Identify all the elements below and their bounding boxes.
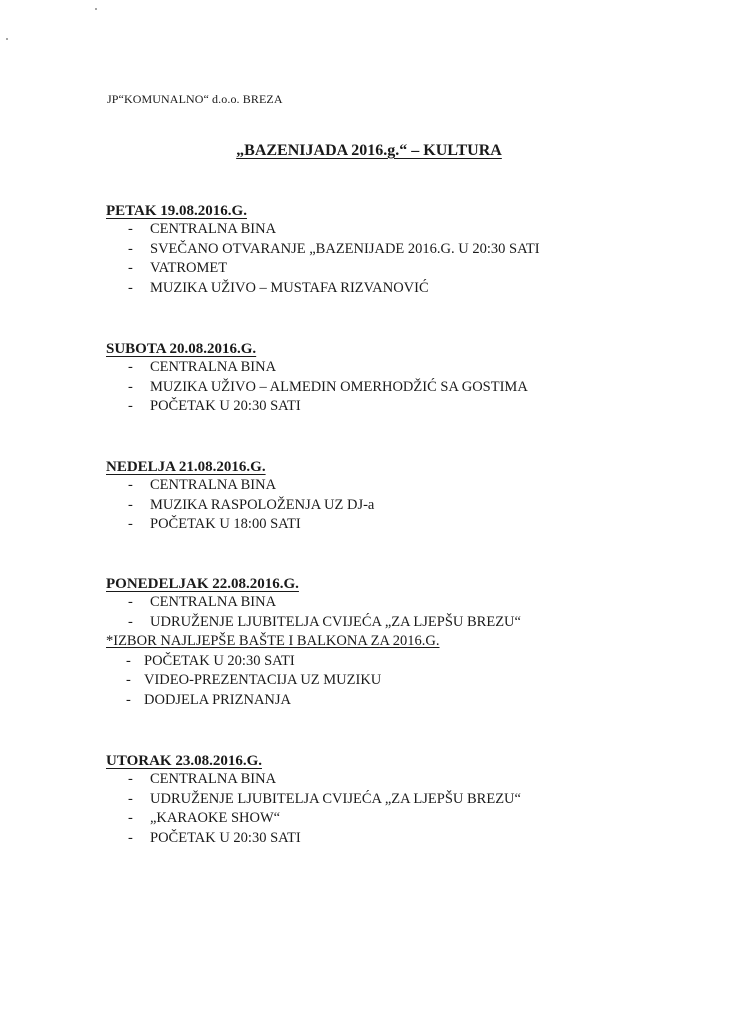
list-item-text: POČETAK U 20:30 SATI — [150, 398, 301, 414]
list-item — [106, 397, 666, 417]
bullet-dash: - — [126, 652, 131, 669]
list-item — [106, 691, 666, 711]
list-item — [106, 358, 666, 378]
scan-speck — [6, 38, 8, 40]
list-item — [106, 496, 666, 516]
day-section-ponedeljak — [106, 575, 666, 710]
list-item-text: CENTRALNA BINA — [150, 594, 277, 610]
list-item — [106, 770, 666, 790]
list-item-text: POČETAK U 20:30 SATI — [144, 652, 295, 669]
list-item — [106, 378, 666, 398]
list-item — [106, 829, 666, 849]
list-item-text: CENTRALNA BINA — [150, 477, 277, 493]
list-item-text: UDRUŽENJE LJUBITELJA CVIJEĆA „ZA LJEPŠU BREZU“ — [150, 613, 521, 630]
bullet-dash: - — [128, 496, 133, 513]
list-item — [106, 671, 666, 691]
list-item-text: „KARAOKE SHOW“ — [150, 810, 281, 826]
day-heading: PONEDELJAK 22.08.2016.G. — [106, 576, 299, 592]
bullet-dash: - — [128, 378, 133, 395]
list-item-text: POČETAK U 18:00 SATI — [150, 516, 301, 532]
list-item-text: CENTRALNA BINA — [150, 771, 277, 787]
bullet-dash: - — [128, 810, 133, 826]
bullet-dash: - — [128, 221, 133, 237]
day-heading: UTORAK 23.08.2016.G. — [106, 753, 262, 769]
bullet-dash: - — [128, 240, 133, 257]
award-note: *IZBOR NAJLJEPŠE BAŠTE I BALKONA ZA 2016.G. — [106, 633, 440, 649]
document-title: „BAZENIJADA 2016.g.“ – KULTURA — [236, 142, 502, 159]
list-item — [106, 613, 666, 633]
bullet-dash: - — [126, 672, 131, 688]
day-heading: SUBOTA 20.08.2016.G. — [106, 341, 257, 357]
list-item — [106, 593, 666, 613]
bullet-dash: - — [128, 279, 133, 296]
list-item-text: CENTRALNA BINA — [150, 359, 277, 375]
list-item — [106, 279, 666, 299]
list-item — [106, 809, 666, 829]
list-item-text: SVEČANO OTVARANJE „BAZENIJADE 2016.G. U 20:30 SATI — [150, 240, 540, 257]
bullet-dash: - — [128, 613, 133, 630]
list-item — [106, 515, 666, 535]
list-item-text: VIDEO-PREZENTACIJA UZ MUZIKU — [144, 672, 382, 688]
day-section-subota — [106, 340, 666, 417]
bullet-dash: - — [126, 691, 131, 708]
organization-header: JP“KOMUNALNO“ d.o.o. BREZA — [107, 92, 283, 106]
bullet-dash: - — [128, 516, 133, 532]
list-item-text: DODJELA PRIZNANJA — [144, 691, 292, 708]
list-item-text: MUZIKA UŽIVO – MUSTAFA RIZVANOVIĆ — [150, 279, 429, 296]
bullet-dash: - — [128, 829, 133, 846]
list-item-text: CENTRALNA BINA — [150, 221, 277, 237]
day-section-nedelja — [106, 458, 666, 535]
list-item — [106, 652, 666, 672]
list-item — [106, 240, 666, 260]
list-item — [106, 259, 666, 279]
list-item-text: UDRUŽENJE LJUBITELJA CVIJEĆA „ZA LJEPŠU BREZU“ — [150, 790, 521, 807]
bullet-dash: - — [128, 359, 133, 375]
bullet-dash: - — [128, 398, 133, 414]
bullet-dash: - — [128, 260, 133, 276]
bullet-dash: - — [128, 594, 133, 610]
list-item-text: MUZIKA RASPOLOŽENJA UZ DJ-a — [150, 496, 375, 513]
bullet-dash: - — [128, 477, 133, 493]
list-item-text: VATROMET — [150, 260, 228, 276]
list-item — [106, 476, 666, 496]
bullet-dash: - — [128, 771, 133, 787]
bullet-dash: - — [128, 790, 133, 807]
day-heading: PETAK 19.08.2016.G. — [106, 203, 247, 219]
day-heading: NEDELJA 21.08.2016.G. — [106, 459, 266, 475]
day-section-utorak — [106, 752, 666, 848]
list-item — [106, 790, 666, 810]
list-item-text: POČETAK U 20:30 SATI — [150, 829, 301, 846]
day-section-petak — [106, 202, 666, 298]
list-item — [106, 220, 666, 240]
scan-speck — [95, 8, 97, 10]
list-item-text: MUZIKA UŽIVO – ALMEDIN OMERHODŽIĆ SA GOSTIMA — [150, 378, 528, 395]
